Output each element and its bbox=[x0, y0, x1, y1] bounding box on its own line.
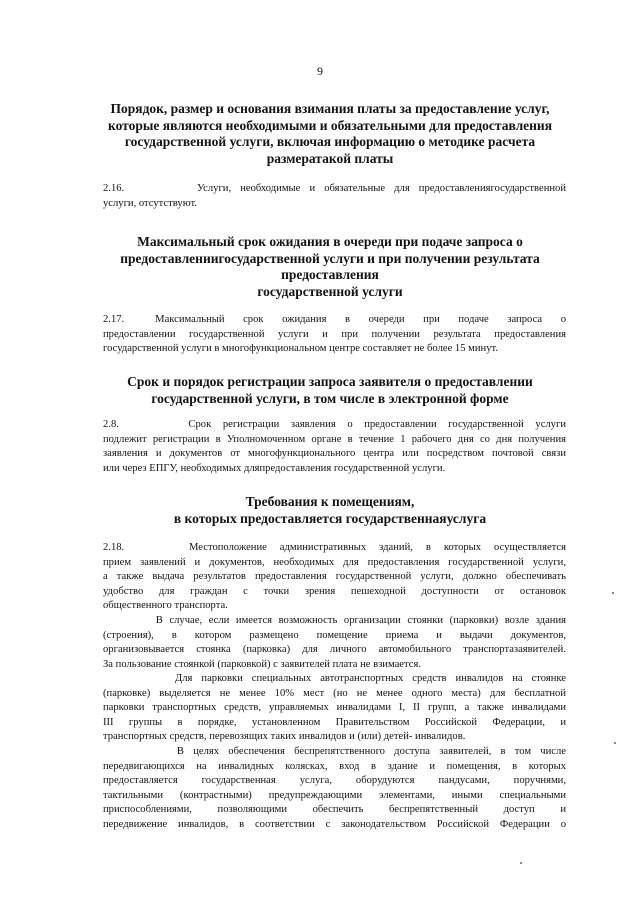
paragraph-2-17 bbox=[103, 313, 566, 357]
text-line: 2.18. Местоположение административных зданий, в которых осуществляется bbox=[103, 542, 566, 553]
heading-line: предоставлениигосударственной услуги и при получении результата bbox=[120, 250, 540, 266]
scan-speck bbox=[520, 862, 522, 864]
text-line: В случае, если имеется возможность организации стоянки (парковки) возле здания bbox=[103, 615, 566, 626]
paragraph-2-16 bbox=[103, 182, 566, 211]
text-line: В целях обеспечения беспрепятственного доступа заявителей, в том числе bbox=[103, 746, 566, 757]
text-line: подлежит регистрации в Уполномоченном органе в течение 1 рабочего дня со дня получения bbox=[103, 433, 566, 445]
text-line: или через ЕПГУ, необходимых дляпредоставления государственной услуги. bbox=[103, 462, 446, 474]
text-line: парковки транспортных средств, управляемых инвалидами I, II групп, а также инвалидами bbox=[103, 702, 566, 714]
section-heading-registration bbox=[70, 374, 590, 407]
text-line: удобство для граждан с точки зрения пешеходной доступности от остановок bbox=[103, 585, 566, 597]
heading-line: Срок и порядок регистрации запроса заявителя о предоставлении bbox=[127, 374, 533, 389]
text-line: предоставляется государственная услуга, оборудуются пандусами, поручнями, bbox=[103, 775, 566, 787]
text-line: (парковке) выделяется не менее 10% мест (но не менее одного места) для бесплатной bbox=[103, 687, 566, 699]
text-line: Для парковки специальных автотранспортных средств инвалидов на стоянке bbox=[103, 673, 566, 684]
heading-line: государственной услуги, в том числе в электронной форме bbox=[151, 390, 509, 406]
paragraph-parking bbox=[103, 614, 566, 672]
heading-line: которые являются необходимыми и обязательными для предоставления bbox=[107, 117, 553, 133]
text-line: заявления и документов от многофункционального центра или посредством почтовой связи bbox=[103, 448, 566, 460]
text-line: предоставлении государственной услуги и при получении результата предоставления bbox=[103, 328, 566, 340]
text-line: тактильными (контрастными) предупреждающими элементами, иными специальными bbox=[103, 789, 566, 801]
heading-line: государственной услуги, включая информацию о методике расчета bbox=[124, 134, 536, 149]
scan-speck bbox=[614, 742, 616, 744]
text-line: 2.8. Срок регистрации заявления о предоставлении государственной услуги bbox=[103, 419, 566, 430]
paragraph-2-18 bbox=[103, 541, 566, 614]
heading-line: размератакой платы bbox=[266, 150, 394, 166]
text-line: общественного транспорта. bbox=[103, 600, 228, 612]
heading-line: в которых предоставляется государственнаяуслуга bbox=[173, 510, 487, 526]
text-line: транспортных средств, перевозящих таких инвалидов и (или) детей- инвалидов. bbox=[103, 731, 466, 743]
text-line: передвижение инвалидов, в соответствии с законодательством Российской Федерации о bbox=[103, 818, 566, 830]
section-heading-queue bbox=[70, 234, 590, 300]
text-line: (строения), в котором размещено помещение приема и выдачи документов, bbox=[103, 629, 566, 641]
text-line: 2.16. Услуги, необходимые и обязательные для предоставлениягосударственной bbox=[103, 183, 566, 194]
text-line: приспособлениями, позволяющими обеспечить беспрепятственный доступ и bbox=[103, 804, 566, 816]
text-line: передвигающихся на инвалидных колясках, вход в здание и помещения, в которых bbox=[103, 760, 566, 772]
text-line: 2.17. Максимальный срок ожидания в очереди при подаче запроса о bbox=[103, 314, 566, 325]
heading-line: Требования к помещениям, bbox=[245, 494, 415, 509]
heading-line: государственной услуги bbox=[257, 283, 403, 299]
heading-line: Порядок, размер и основания взимания платы за предоставление услуг, bbox=[110, 101, 550, 116]
paragraph-2-8 bbox=[103, 418, 566, 476]
text-line: услуги, отсутствуют. bbox=[103, 197, 197, 209]
heading-line: Максимальный срок ожидания в очереди при подаче запроса о bbox=[137, 234, 523, 249]
text-line: государственной услуги в многофункциональном центре составляет не более 15 минут. bbox=[103, 343, 498, 355]
paragraph-disabled-parking bbox=[103, 672, 566, 745]
heading-line: предоставления bbox=[281, 267, 379, 282]
section-heading-premises bbox=[70, 494, 590, 527]
scan-speck bbox=[612, 592, 614, 594]
page-number: 9 bbox=[317, 64, 323, 78]
paragraph-accessibility bbox=[103, 745, 566, 833]
text-line: а также выдача результатов предоставления государственной услуги, должно обеспечивать bbox=[103, 571, 566, 583]
text-line: За пользование стоянкой (парковкой) с заявителей плата не взимается. bbox=[103, 658, 421, 670]
text-line: прием заявлений и документов, необходимых для предоставления государственной услуги, bbox=[103, 556, 566, 568]
text-line: организовывается стоянка (парковка) для личного автомобильного транспортазаявителей. bbox=[103, 644, 566, 656]
section-heading-fees bbox=[70, 101, 590, 167]
text-line: III группы в порядке, установленном Правительством Российской Федерации, и bbox=[103, 716, 566, 728]
